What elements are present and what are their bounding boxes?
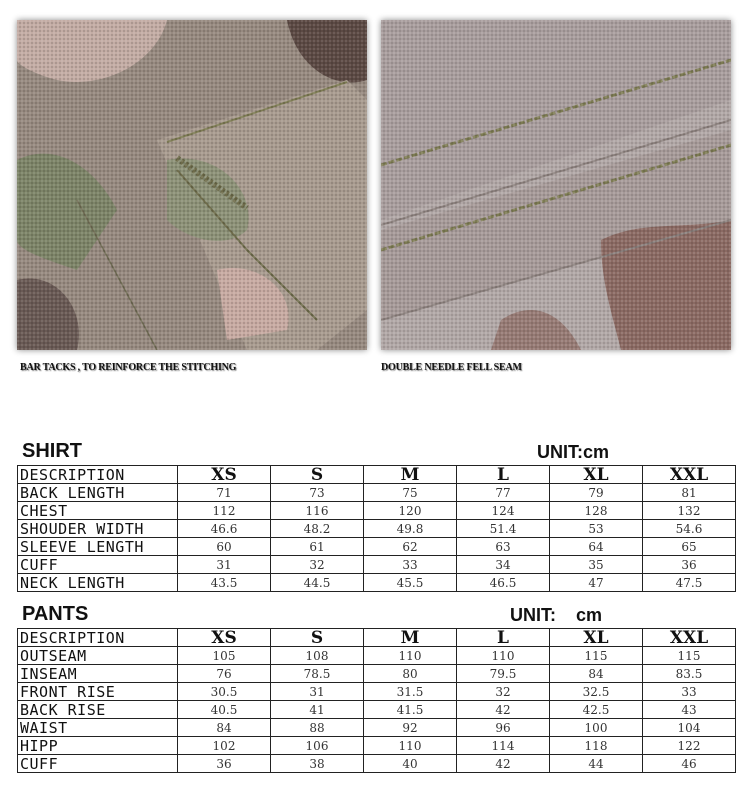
size-value-cell: 118	[550, 737, 643, 755]
size-value-cell: 36	[643, 556, 736, 574]
size-value-cell: 35	[550, 556, 643, 574]
bar-tack-photo	[17, 20, 367, 350]
size-value-cell: 34	[457, 556, 550, 574]
column-header: XXL	[643, 629, 736, 647]
size-value-cell: 41.5	[364, 701, 457, 719]
bar-tack-fabric-image	[17, 20, 367, 350]
size-value-cell: 36	[178, 755, 271, 773]
size-value-cell: 104	[643, 719, 736, 737]
size-value-cell: 110	[457, 647, 550, 665]
pants-section-title: PANTS	[22, 603, 89, 625]
size-value-cell: 32	[271, 556, 364, 574]
row-label: WAIST	[18, 719, 178, 737]
size-value-cell: 32.5	[550, 683, 643, 701]
size-value-cell: 46	[643, 755, 736, 773]
size-value-cell: 42.5	[550, 701, 643, 719]
size-value-cell: 64	[550, 538, 643, 556]
size-value-cell: 44.5	[271, 574, 364, 592]
row-label: SLEEVE LENGTH	[18, 538, 178, 556]
column-header: M	[364, 629, 457, 647]
column-header: XS	[178, 629, 271, 647]
size-value-cell: 54.6	[643, 520, 736, 538]
column-header: XL	[550, 466, 643, 484]
table-row	[18, 737, 736, 755]
row-label: HIPP	[18, 737, 178, 755]
size-value-cell: 33	[643, 683, 736, 701]
size-value-cell: 110	[364, 737, 457, 755]
row-label: CUFF	[18, 556, 178, 574]
size-value-cell: 38	[271, 755, 364, 773]
size-value-cell: 60	[178, 538, 271, 556]
size-value-cell: 65	[643, 538, 736, 556]
size-value-cell: 128	[550, 502, 643, 520]
size-value-cell: 114	[457, 737, 550, 755]
size-value-cell: 63	[457, 538, 550, 556]
size-value-cell: 108	[271, 647, 364, 665]
size-value-cell: 42	[457, 755, 550, 773]
size-value-cell: 81	[643, 484, 736, 502]
fell-seam-fabric-image	[381, 20, 731, 350]
size-value-cell: 77	[457, 484, 550, 502]
table-header-row	[18, 629, 736, 647]
table-row	[18, 574, 736, 592]
column-header: DESCRIPTION	[18, 629, 178, 647]
size-value-cell: 62	[364, 538, 457, 556]
column-header: XL	[550, 629, 643, 647]
table-row	[18, 484, 736, 502]
size-value-cell: 110	[364, 647, 457, 665]
size-value-cell: 43	[643, 701, 736, 719]
column-header: L	[457, 629, 550, 647]
size-value-cell: 84	[550, 665, 643, 683]
shirt-size-table	[17, 465, 736, 592]
column-header: XS	[178, 466, 271, 484]
size-value-cell: 84	[178, 719, 271, 737]
size-value-cell: 73	[271, 484, 364, 502]
size-value-cell: 33	[364, 556, 457, 574]
column-header: S	[271, 466, 364, 484]
size-value-cell: 80	[364, 665, 457, 683]
size-value-cell: 92	[364, 719, 457, 737]
size-value-cell: 102	[178, 737, 271, 755]
size-value-cell: 46.6	[178, 520, 271, 538]
shirt-unit-label: UNIT:cm	[537, 442, 610, 462]
size-value-cell: 30.5	[178, 683, 271, 701]
row-label: FRONT RISE	[18, 683, 178, 701]
column-header: DESCRIPTION	[18, 466, 178, 484]
size-value-cell: 49.8	[364, 520, 457, 538]
row-label: BACK RISE	[18, 701, 178, 719]
pants-size-table	[17, 628, 736, 773]
size-value-cell: 120	[364, 502, 457, 520]
table-row	[18, 719, 736, 737]
size-value-cell: 31.5	[364, 683, 457, 701]
size-value-cell: 41	[271, 701, 364, 719]
table-row	[18, 755, 736, 773]
pants-unit-label: UNIT: cm	[510, 605, 603, 625]
fell-seam-caption: DOUBLE NEEDLE FELL SEAM	[381, 362, 522, 373]
table-row	[18, 502, 736, 520]
shirt-section-title: SHIRT	[22, 440, 82, 462]
size-value-cell: 42	[457, 701, 550, 719]
column-header: XXL	[643, 466, 736, 484]
row-label: INSEAM	[18, 665, 178, 683]
row-label: BACK LENGTH	[18, 484, 178, 502]
table-row	[18, 538, 736, 556]
size-value-cell: 79	[550, 484, 643, 502]
size-value-cell: 47.5	[643, 574, 736, 592]
size-value-cell: 83.5	[643, 665, 736, 683]
size-value-cell: 71	[178, 484, 271, 502]
column-header: M	[364, 466, 457, 484]
bar-tack-caption: BAR TACKS , TO REINFORCE THE STITCHING	[20, 362, 237, 373]
fell-seam-photo	[381, 20, 731, 350]
table-row	[18, 556, 736, 574]
size-value-cell: 47	[550, 574, 643, 592]
size-value-cell: 31	[271, 683, 364, 701]
table-row	[18, 665, 736, 683]
size-value-cell: 124	[457, 502, 550, 520]
size-value-cell: 51.4	[457, 520, 550, 538]
row-label: NECK LENGTH	[18, 574, 178, 592]
column-header: S	[271, 629, 364, 647]
size-value-cell: 76	[178, 665, 271, 683]
size-value-cell: 132	[643, 502, 736, 520]
size-value-cell: 88	[271, 719, 364, 737]
size-value-cell: 115	[643, 647, 736, 665]
size-value-cell: 96	[457, 719, 550, 737]
size-value-cell: 116	[271, 502, 364, 520]
size-value-cell: 61	[271, 538, 364, 556]
size-value-cell: 45.5	[364, 574, 457, 592]
size-value-cell: 32	[457, 683, 550, 701]
size-value-cell: 105	[178, 647, 271, 665]
row-label: CHEST	[18, 502, 178, 520]
size-value-cell: 46.5	[457, 574, 550, 592]
row-label: CUFF	[18, 755, 178, 773]
size-value-cell: 112	[178, 502, 271, 520]
size-value-cell: 48.2	[271, 520, 364, 538]
size-value-cell: 122	[643, 737, 736, 755]
size-value-cell: 40	[364, 755, 457, 773]
table-header-row	[18, 466, 736, 484]
size-value-cell: 78.5	[271, 665, 364, 683]
row-label: OUTSEAM	[18, 647, 178, 665]
size-value-cell: 53	[550, 520, 643, 538]
size-value-cell: 43.5	[178, 574, 271, 592]
size-value-cell: 106	[271, 737, 364, 755]
size-value-cell: 115	[550, 647, 643, 665]
size-value-cell: 40.5	[178, 701, 271, 719]
column-header: L	[457, 466, 550, 484]
size-value-cell: 31	[178, 556, 271, 574]
table-row	[18, 520, 736, 538]
size-value-cell: 100	[550, 719, 643, 737]
size-value-cell: 75	[364, 484, 457, 502]
table-row	[18, 647, 736, 665]
table-row	[18, 683, 736, 701]
table-row	[18, 701, 736, 719]
row-label: SHOUDER WIDTH	[18, 520, 178, 538]
size-value-cell: 79.5	[457, 665, 550, 683]
size-value-cell: 44	[550, 755, 643, 773]
